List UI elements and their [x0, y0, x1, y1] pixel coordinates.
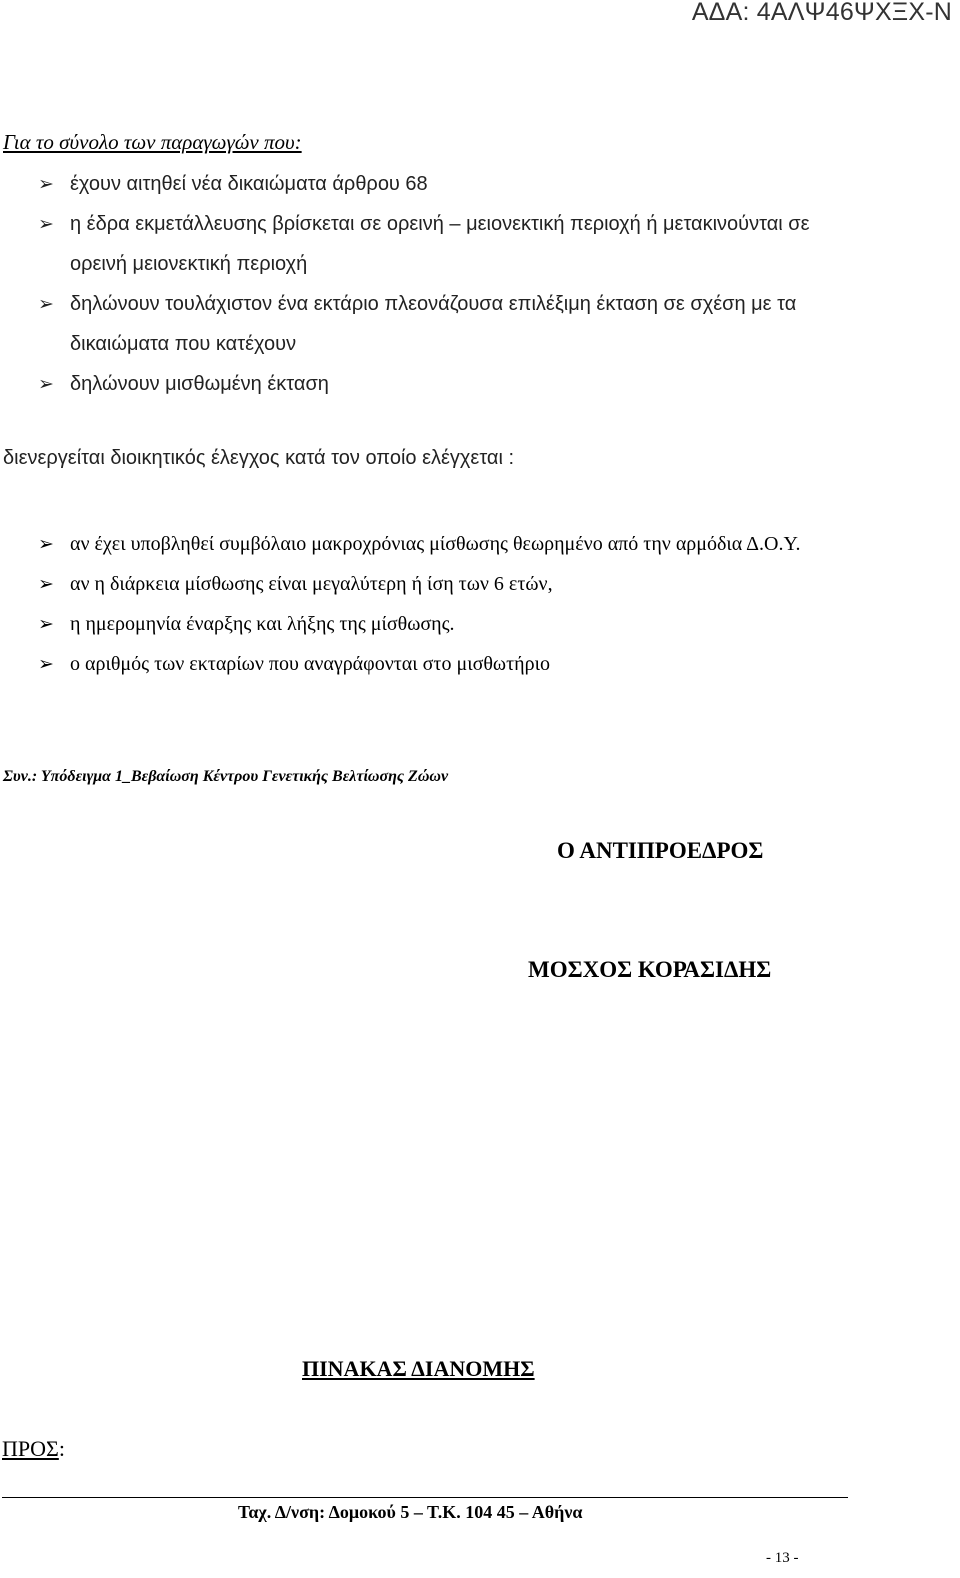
list-item-text: η έδρα εκμετάλλευσης βρίσκεται σε ορεινή – μειονεκτική περιοχή ή μετακινούνται σε ορεινή μειονεκτική περιοχή [70, 213, 810, 275]
list-item [0, 564, 870, 604]
arrow-bullet-icon: ➢ [38, 653, 54, 675]
recipients-colon: : [58, 1436, 65, 1461]
list-item [0, 364, 870, 404]
page-number: - 13 - [766, 1550, 799, 1566]
footer-divider [2, 1497, 848, 1498]
list-item [0, 204, 870, 284]
ada-code: ΑΔΑ: 4ΑΛΨ46ΨΧΞΧ-Ν [691, 0, 952, 26]
list-item [0, 644, 870, 684]
list-item [0, 524, 870, 564]
list-item-text: αν η διάρκεια μίσθωσης είναι μεγαλύτερη ή ίση των 6 ετών, [70, 573, 553, 595]
attachment-note: Συν.: Υπόδειγμα 1_Βεβαίωση Κέντρου Γενετικής Βελτίωσης Ζώων [3, 768, 449, 785]
list-item [0, 604, 870, 644]
arrow-bullet-icon: ➢ [38, 533, 54, 555]
recipients-label [2, 1436, 65, 1462]
arrow-bullet-icon: ➢ [38, 293, 54, 315]
list-item-text: ο αριθμός των εκταρίων που αναγράφονται στο μισθωτήριο [70, 653, 550, 675]
arrow-bullet-icon: ➢ [38, 373, 54, 395]
control-paragraph: διενεργείται διοικητικός έλεγχος κατά τον οποίο ελέγχεται : [3, 447, 515, 469]
signatory-title: Ο ΑΝΤΙΠΡΟΕΔΡΟΣ [557, 838, 764, 863]
arrow-bullet-icon: ➢ [38, 173, 54, 195]
list-item-text: δηλώνουν μισθωμένη έκταση [70, 373, 329, 395]
section-heading: Για το σύνολο των παραγωγών που: [3, 130, 302, 154]
list-item [0, 164, 870, 204]
arrow-bullet-icon: ➢ [38, 613, 54, 635]
footer-address: Ταχ. Δ/νση: Δομοκού 5 – Τ.Κ. 104 45 – Αθήνα [238, 1502, 583, 1522]
list-item-text: έχουν αιτηθεί νέα δικαιώματα άρθρου 68 [70, 173, 428, 195]
producer-criteria-list [0, 164, 870, 404]
recipients-label-text: ΠΡΟΣ [2, 1436, 59, 1461]
check-items-list [0, 524, 870, 684]
distribution-title: ΠΙΝΑΚΑΣ ΔΙΑΝΟΜΗΣ [302, 1356, 535, 1381]
list-item [0, 284, 870, 364]
arrow-bullet-icon: ➢ [38, 573, 54, 595]
list-item-text: δηλώνουν τουλάχιστον ένα εκτάριο πλεονάζουσα επιλέξιμη έκταση σε σχέση με τα δικαιώματα που κατέχουν [70, 293, 797, 355]
list-item-text: η ημερομηνία έναρξης και λήξης της μίσθωσης. [70, 613, 455, 635]
signatory-name: ΜΟΣΧΟΣ ΚΟΡΑΣΙΔΗΣ [528, 957, 772, 982]
list-item-text: αν έχει υποβληθεί συμβόλαιο μακροχρόνιας μίσθωσης θεωρημένο από την αρμόδια Δ.Ο.Υ. [70, 533, 801, 555]
arrow-bullet-icon: ➢ [38, 213, 54, 235]
